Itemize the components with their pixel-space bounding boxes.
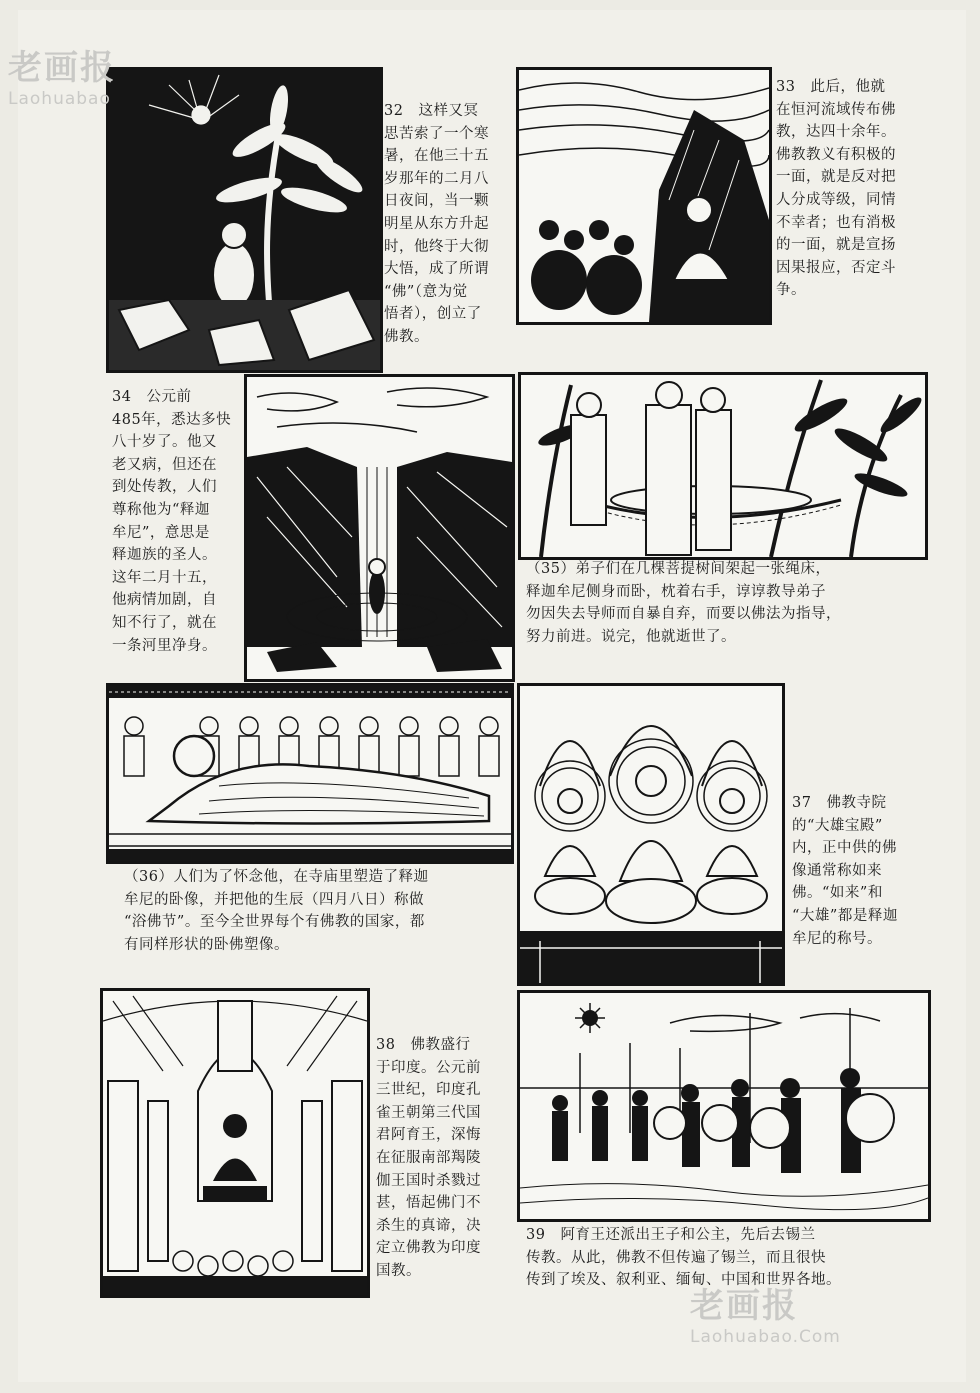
watermark-bottom-logo: 老画报	[690, 1286, 798, 1326]
illustration-33	[519, 70, 769, 322]
caption-39: 39 阿育王还派出王子和公主，先后去锡兰 传教。从此，佛教不但传遍了锡兰，而且很快 传到了埃及、叙利亚、缅甸、中国和世界各地。	[526, 1227, 841, 1289]
illustration-38	[103, 991, 367, 1295]
panel-38-temple-interior	[100, 988, 370, 1298]
caption-38: 38 佛教盛行 于印度。公元前 三世纪，印度孔 雀王朝第三代国 君阿育王，深悔 在征服南部羯陵 伽王国时杀戮过 甚，悟起佛门不 杀生的真谛，决 定立佛教为印度 国教。	[376, 1037, 481, 1279]
watermark-top-logo: 老画报	[8, 48, 116, 88]
illustration-37	[520, 686, 782, 983]
caption-35: （35）弟子们在几棵菩提树间架起一张绳床， 释迦牟尼侧身而卧，枕着右手，谆谆教导弟子 勿因失去导师而自暴自弃，而要以佛法为指导， 努力前进。说完，他就逝世了。	[526, 561, 841, 645]
caption-36: （36）人们为了怀念他，在寺庙里塑造了释迦 牟尼的卧像，并把他的生辰（四月八日）称做 “浴佛节”。至今全世界每个有佛教的国家，都 有同样形状的卧佛塑像。	[124, 869, 429, 953]
illustration-36	[109, 686, 511, 861]
watermark-bottom-url: Laohuabao.Com	[690, 1327, 841, 1347]
caption-33: 33 此后，他就 在恒河流域传布佛 教，达四十余年。 佛教教义有积极的 一面，就是反对把 人分成等级，同情 不幸者；也有消极 的一面，就是宣扬 因果报应，否定斗 争。	[776, 79, 896, 299]
caption-34: 34 公元前 485年，悉达多快 八十岁了。他又 老又病，但还在 到处传教，人们 尊称他为“释迦 牟尼”，意思是 释迦族的圣人。 这年二月十五， 他病情加剧，自 知不行了，就在 一条河里净身。	[112, 389, 232, 654]
panel-32-meditation-under-tree	[106, 67, 383, 373]
panel-35-rope-bed	[518, 372, 928, 560]
caption-37: 37 佛教寺院 的“大雄宝殿” 内，正中供的佛 像通常称如来 佛。“如来”和 “大雄”都是释迦 牟尼的称号。	[792, 795, 898, 947]
comic-page	[18, 10, 966, 1382]
caption-32: 32 这样又冥 思苦索了一个寒 暑，在他三十五 岁那年的二月八 日夜间，当一颗 明星从东方升起 时，他终于大彻 大悟，成了所谓 “佛”（意为觉 悟者），创立了 佛教。	[384, 103, 489, 345]
illustration-32	[109, 70, 380, 370]
illustration-34	[247, 377, 512, 679]
illustration-35	[521, 375, 925, 557]
panel-34-river-bathing	[244, 374, 515, 682]
panel-37-three-buddhas	[517, 683, 785, 986]
illustration-39	[520, 993, 928, 1219]
watermark-top	[8, 40, 116, 109]
panel-39-procession	[517, 990, 931, 1222]
watermark-top-url: Laohuabao	[8, 89, 111, 109]
watermark-bottom	[690, 1278, 841, 1347]
panel-33-preaching	[516, 67, 772, 325]
panel-36-reclining-buddha	[106, 683, 514, 864]
